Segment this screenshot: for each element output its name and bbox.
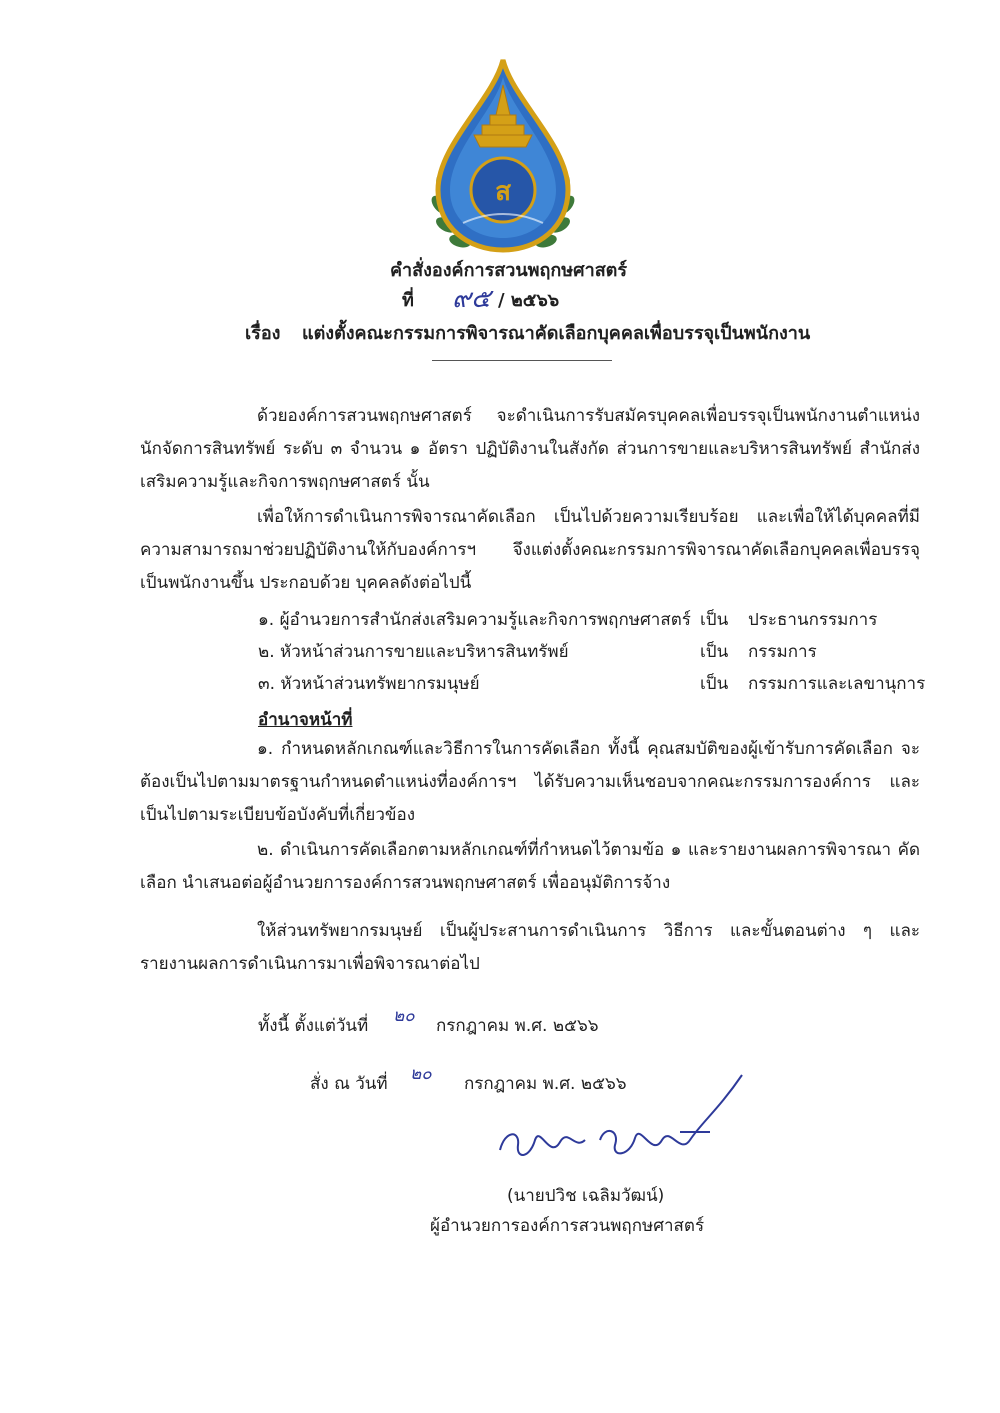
svg-text:ส: ส: [495, 177, 511, 207]
order-number-label: ที่: [402, 290, 414, 311]
order-number-year: / ๒๕๖๖: [498, 290, 560, 311]
member-1-name: ๑. ผู้อำนวยการสำนักส่งเสริมความรู้และกิจการพฤกษศาสตร์: [258, 610, 691, 630]
member-1-word: เป็น: [700, 610, 729, 630]
subject-text: แต่งตั้งคณะกรรมการพิจารณาคัดเลือกบุคคลเพื่อบรรจุเป็นพนักงาน: [302, 323, 811, 344]
paragraph-coordination: ให้ส่วนทรัพยากรมนุษย์ เป็นผู้ประสานการดำเนินการ วิธีการ และขั้นตอนต่าง ๆ และ รายงานผลการดำเนินการมาเพื่อพิจารณาต่อไป: [140, 921, 920, 974]
signer-name: (นายปวิช เฉลิมวัฒน์): [507, 1186, 665, 1206]
duty-item-1: ๑. กำหนดหลักเกณฑ์และวิธีการในการคัดเลือก ทั้งนี้ คุณสมบัติของผู้เข้ารับการคัดเลือก จะต้องเป็นไปตามมาตรฐานกำหนดตำแหน่งที่องค์การฯ ได้รับความเห็นชอบจากคณะกรรมการองค์การ และ เป็นไปตามระเบียบข้อบังคับที่เกี่ยวข้อง: [140, 739, 920, 825]
duties-heading: อำนาจหน้าที่: [258, 710, 353, 730]
paragraph-announcement: ด้วยองค์การสวนพฤกษศาสตร์ จะดำเนินการรับสมัครบุคคลเพื่อบรรจุเป็นพนักงานตำแหน่ง นักจัดการสินทรัพย์ ระดับ ๓ จำนวน ๑ อัตรา ปฏิบัติงานในสังกัด ส่วนการขายและบริหารสินทรัพย์ สำนักส่งเสริมความรู้และกิจการพฤกษศาสตร์ นั้น: [140, 406, 920, 492]
header-divider: [432, 360, 612, 361]
order-title: คำสั่งองค์การสวนพฤกษศาสตร์: [390, 260, 628, 281]
member-1-role: ประธานกรรมการ: [748, 610, 878, 630]
member-2-name: ๒. หัวหน้าส่วนการขายและบริหารสินทรัพย์: [258, 642, 569, 662]
effective-date-prefix: ทั้งนี้ ตั้งแต่วันที่: [258, 1016, 369, 1036]
member-2-word: เป็น: [700, 642, 729, 662]
member-2-role: กรรมการ: [748, 642, 817, 662]
effective-date-rest: กรกฎาคม พ.ศ. ๒๕๖๖: [436, 1016, 599, 1036]
paragraph-purpose: เพื่อให้การดำเนินการพิจารณาคัดเลือก เป็นไปด้วยความเรียบร้อย และเพื่อให้ได้บุคคลที่มี ความสามารถมาช่วยปฏิบัติงานให้กับองค์การฯ จึงแต่งตั้งคณะกรรมการพิจารณาคัดเลือกบุคคลเพื่อบรรจุ เป็นพนักงานขึ้น ประกอบด้วย บุคคลดังต่อไปนี้: [140, 507, 920, 593]
member-3-word: เป็น: [700, 674, 729, 694]
subject-label: เรื่อง: [245, 323, 281, 344]
order-date-day: ๒๐: [410, 1064, 432, 1084]
member-3-role: กรรมการและเลขานุการ: [748, 674, 926, 694]
member-3-name: ๓. หัวหน้าส่วนทรัพยากรมนุษย์: [258, 674, 480, 694]
organization-logo: [418, 55, 588, 255]
signer-position: ผู้อำนวยการองค์การสวนพฤกษศาสตร์: [430, 1216, 705, 1236]
handwritten-signature: [480, 1070, 750, 1180]
order-date-prefix: สั่ง ณ วันที่: [310, 1074, 388, 1094]
effective-date-day: ๒๐: [393, 1006, 415, 1026]
duty-item-2: ๒. ดำเนินการคัดเลือกตามหลักเกณฑ์ที่กำหนดไว้ตามข้อ ๑ และรายงานผลการพิจารณา คัดเลือก นำเสนอต่อผู้อำนวยการองค์การสวนพฤกษศาสตร์ เพื่ออนุมัติการจ้าง: [140, 840, 920, 893]
order-date-rest: กรกฎาคม พ.ศ. ๒๕๖๖: [464, 1074, 627, 1094]
order-number-value: ๙๕: [452, 284, 491, 314]
